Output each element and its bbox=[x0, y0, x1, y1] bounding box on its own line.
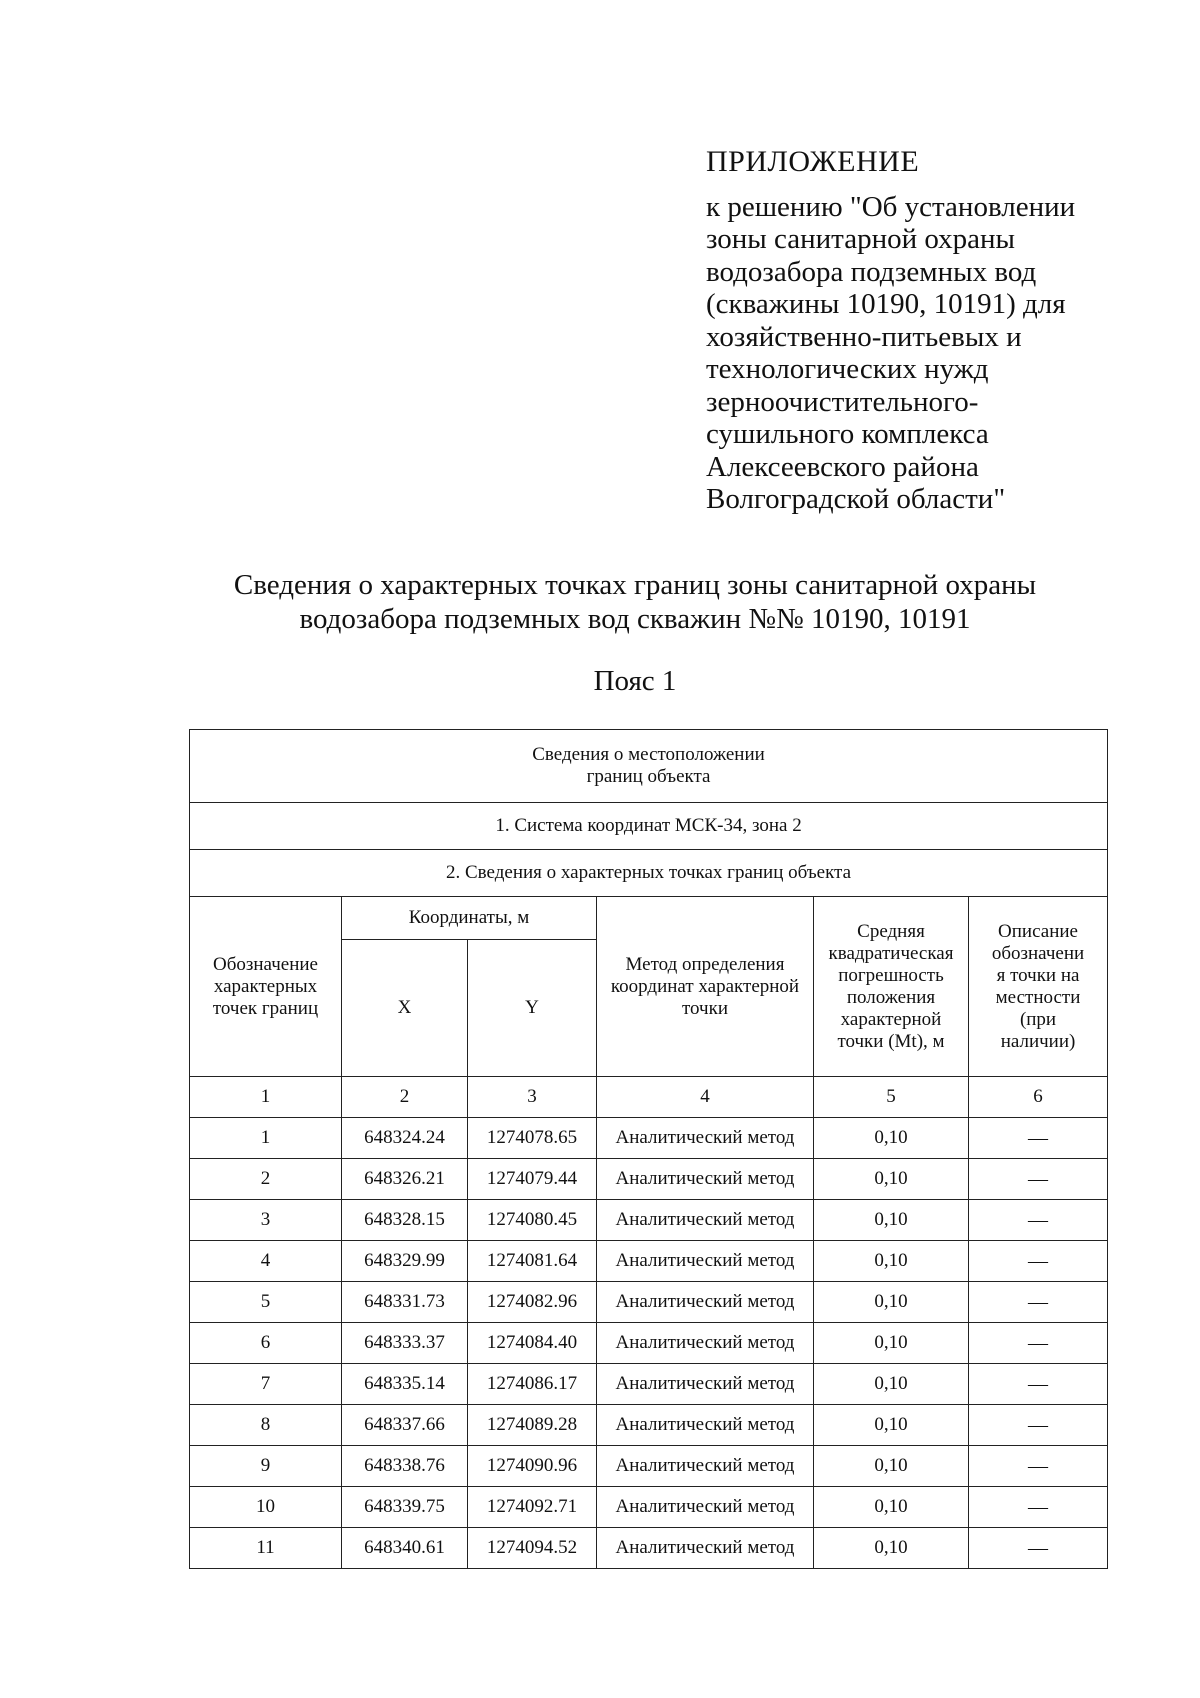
col-header-error bbox=[814, 897, 969, 1077]
method-cell: Аналитический метод bbox=[597, 1323, 814, 1364]
y-coordinate-cell: 1274080.45 bbox=[468, 1200, 597, 1241]
document-title-line: Сведения о характерных точках границ зоны санитарной охраны bbox=[233, 569, 1037, 601]
description-cell: — bbox=[969, 1282, 1108, 1323]
y-coordinate-cell: 1274079.44 bbox=[468, 1159, 597, 1200]
y-coordinate-cell: 1274094.52 bbox=[468, 1528, 597, 1569]
appendix-line: Волгоградской области" bbox=[706, 483, 1006, 515]
column-header-row bbox=[190, 897, 1108, 940]
description-cell: — bbox=[969, 1487, 1108, 1528]
col-header-point bbox=[190, 897, 342, 1077]
description-cell: — bbox=[969, 1446, 1108, 1487]
col-header-line: я точки на bbox=[996, 964, 1080, 986]
error-cell: 0,10 bbox=[814, 1323, 969, 1364]
y-coordinate-cell: 1274082.96 bbox=[468, 1282, 597, 1323]
location-header-cell bbox=[190, 730, 1108, 803]
col-header-line: Обозначение bbox=[213, 953, 318, 975]
x-coordinate-cell: 648338.76 bbox=[342, 1446, 468, 1487]
column-number: 5 bbox=[814, 1077, 969, 1118]
appendix-line: водозабора подземных вод bbox=[706, 255, 1037, 288]
coord-system-row bbox=[190, 803, 1108, 850]
point-number-cell: 4 bbox=[190, 1241, 342, 1282]
appendix-line: зоны санитарной охраны bbox=[706, 223, 1016, 255]
column-number: 2 bbox=[342, 1077, 468, 1118]
error-cell: 0,10 bbox=[814, 1282, 969, 1323]
location-header-line: Сведения о местоположении bbox=[532, 744, 765, 765]
description-cell: — bbox=[969, 1528, 1108, 1569]
table-row bbox=[190, 1200, 1108, 1241]
data-rows bbox=[190, 1118, 1108, 1569]
appendix-line: технологических нужд bbox=[706, 353, 989, 385]
appendix-line: (скважины 10190, 10191) для bbox=[706, 288, 1066, 320]
error-cell: 0,10 bbox=[814, 1241, 969, 1282]
error-cell: 0,10 bbox=[814, 1200, 969, 1241]
appendix-line: к решению "Об установлении bbox=[706, 190, 1076, 223]
y-coordinate-cell: 1274084.40 bbox=[468, 1323, 597, 1364]
col-header-method bbox=[597, 897, 814, 1077]
column-number: 1 bbox=[190, 1077, 342, 1118]
col-header-line: погрешность bbox=[838, 964, 944, 986]
coord-system-cell: 1. Система координат МСК-34, зона 2 bbox=[190, 803, 1108, 850]
x-coordinate-cell: 648337.66 bbox=[342, 1405, 468, 1446]
y-coordinate-cell: 1274090.96 bbox=[468, 1446, 597, 1487]
point-number-cell: 2 bbox=[190, 1159, 342, 1200]
x-coordinate-cell: 648326.21 bbox=[342, 1159, 468, 1200]
col-header-line: (при bbox=[1019, 1008, 1057, 1030]
y-coordinate-cell: 1274081.64 bbox=[468, 1241, 597, 1282]
method-cell: Аналитический метод bbox=[597, 1487, 814, 1528]
error-cell: 0,10 bbox=[814, 1487, 969, 1528]
col-header-coords: Координаты, м bbox=[342, 897, 597, 940]
description-cell: — bbox=[969, 1118, 1108, 1159]
method-cell: Аналитический метод bbox=[597, 1446, 814, 1487]
boundary-points-table bbox=[189, 729, 1108, 1569]
col-header-line: точки bbox=[681, 997, 728, 1019]
method-cell: Аналитический метод bbox=[597, 1528, 814, 1569]
error-cell: 0,10 bbox=[814, 1405, 969, 1446]
error-cell: 0,10 bbox=[814, 1446, 969, 1487]
document-title bbox=[160, 568, 1110, 636]
x-coordinate-cell: 648331.73 bbox=[342, 1282, 468, 1323]
method-cell: Аналитический метод bbox=[597, 1405, 814, 1446]
x-coordinate-cell: 648339.75 bbox=[342, 1487, 468, 1528]
y-coordinate-cell: 1274092.71 bbox=[468, 1487, 597, 1528]
table-row bbox=[190, 1364, 1108, 1405]
table-row bbox=[190, 1528, 1108, 1569]
location-header-row bbox=[190, 730, 1108, 803]
method-cell: Аналитический метод bbox=[597, 1118, 814, 1159]
point-number-cell: 1 bbox=[190, 1118, 342, 1159]
y-coordinate-cell: 1274089.28 bbox=[468, 1405, 597, 1446]
error-cell: 0,10 bbox=[814, 1159, 969, 1200]
col-header-y: Y bbox=[468, 940, 597, 1077]
method-cell: Аналитический метод bbox=[597, 1364, 814, 1405]
description-cell: — bbox=[969, 1323, 1108, 1364]
method-cell: Аналитический метод bbox=[597, 1282, 814, 1323]
point-number-cell: 5 bbox=[190, 1282, 342, 1323]
col-header-x: X bbox=[342, 940, 468, 1077]
column-number: 6 bbox=[969, 1077, 1108, 1118]
points-header-cell: 2. Сведения о характерных точках границ объекта bbox=[190, 850, 1108, 897]
document-title-line: водозабора подземных вод скважин №№ 10190, 10191 bbox=[299, 603, 971, 635]
point-number-cell: 11 bbox=[190, 1528, 342, 1569]
method-cell: Аналитический метод bbox=[597, 1241, 814, 1282]
table-row bbox=[190, 1405, 1108, 1446]
x-coordinate-cell: 648333.37 bbox=[342, 1323, 468, 1364]
col-header-line: координат характерной bbox=[610, 975, 800, 997]
col-header-description bbox=[969, 897, 1108, 1077]
description-cell: — bbox=[969, 1405, 1108, 1446]
points-header-row bbox=[190, 850, 1108, 897]
table-row bbox=[190, 1446, 1108, 1487]
error-cell: 0,10 bbox=[814, 1118, 969, 1159]
col-header-line: характерной bbox=[840, 1008, 942, 1030]
table-row bbox=[190, 1487, 1108, 1528]
col-header-line: точек границ bbox=[212, 997, 319, 1019]
x-coordinate-cell: 648329.99 bbox=[342, 1241, 468, 1282]
col-header-line: положения bbox=[846, 986, 936, 1008]
table-row bbox=[190, 1241, 1108, 1282]
x-coordinate-cell: 648328.15 bbox=[342, 1200, 468, 1241]
location-header-line: границ объекта bbox=[586, 766, 711, 787]
description-cell: — bbox=[969, 1241, 1108, 1282]
appendix-line: сушильного комплекса bbox=[706, 418, 989, 450]
col-header-line: Метод определения bbox=[625, 953, 785, 975]
col-header-line: обозначени bbox=[991, 942, 1085, 964]
point-number-cell: 7 bbox=[190, 1364, 342, 1405]
column-number: 3 bbox=[468, 1077, 597, 1118]
appendix-line: хозяйственно-питьевых и bbox=[706, 320, 1022, 353]
method-cell: Аналитический метод bbox=[597, 1159, 814, 1200]
appendix-line: зерноочистительного- bbox=[706, 385, 979, 418]
table-row bbox=[190, 1323, 1108, 1364]
col-header-line: местности bbox=[995, 986, 1081, 1008]
table-row bbox=[190, 1282, 1108, 1323]
col-header-line: квадратическая bbox=[828, 942, 954, 964]
table-row bbox=[190, 1159, 1108, 1200]
description-cell: — bbox=[969, 1159, 1108, 1200]
point-number-cell: 6 bbox=[190, 1323, 342, 1364]
column-numbers-row bbox=[190, 1077, 1108, 1118]
appendix-block bbox=[706, 146, 1176, 516]
x-coordinate-cell: 648340.61 bbox=[342, 1528, 468, 1569]
belt-heading: Пояс 1 bbox=[593, 665, 677, 697]
description-cell: — bbox=[969, 1364, 1108, 1405]
point-number-cell: 3 bbox=[190, 1200, 342, 1241]
point-number-cell: 8 bbox=[190, 1405, 342, 1446]
col-header-line: наличии) bbox=[1000, 1030, 1076, 1052]
table-row bbox=[190, 1118, 1108, 1159]
point-number-cell: 10 bbox=[190, 1487, 342, 1528]
y-coordinate-cell: 1274078.65 bbox=[468, 1118, 597, 1159]
error-cell: 0,10 bbox=[814, 1528, 969, 1569]
point-number-cell: 9 bbox=[190, 1446, 342, 1487]
error-cell: 0,10 bbox=[814, 1364, 969, 1405]
appendix-heading: ПРИЛОЖЕНИЕ bbox=[706, 145, 920, 178]
description-cell: — bbox=[969, 1200, 1108, 1241]
x-coordinate-cell: 648324.24 bbox=[342, 1118, 468, 1159]
col-header-line: точки (Mt), м bbox=[837, 1030, 945, 1052]
x-coordinate-cell: 648335.14 bbox=[342, 1364, 468, 1405]
method-cell: Аналитический метод bbox=[597, 1200, 814, 1241]
col-header-line: характерных bbox=[213, 975, 318, 997]
col-header-line: Описание bbox=[998, 920, 1078, 942]
appendix-line: Алексеевского района bbox=[706, 450, 979, 483]
col-header-line: Средняя bbox=[857, 920, 925, 942]
column-number: 4 bbox=[597, 1077, 814, 1118]
y-coordinate-cell: 1274086.17 bbox=[468, 1364, 597, 1405]
